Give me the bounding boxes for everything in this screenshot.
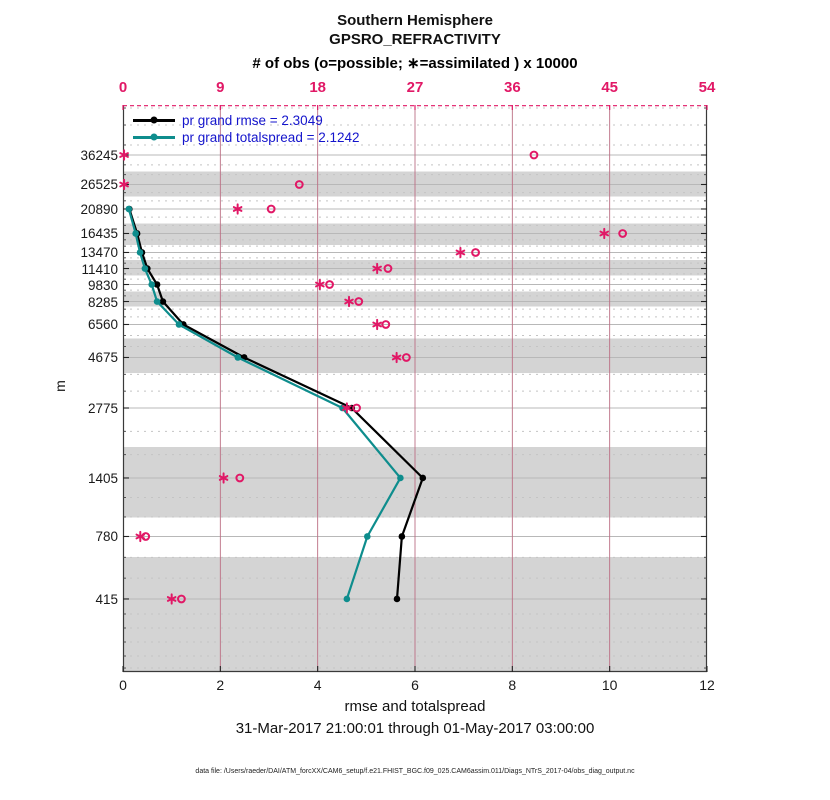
bottom-axis-tick-label: 2: [216, 677, 225, 693]
legend-item-totalspread: [133, 129, 360, 146]
plot-area: [123, 105, 707, 672]
series-point-totalspread: [148, 281, 155, 288]
date-range-subtitle: 31-Mar-2017 21:00:01 through 01-May-2017 03:00:00: [235, 720, 595, 737]
y-axis-tick-label: 36245: [80, 148, 118, 163]
bottom-axis-tick-label: 12: [699, 677, 715, 693]
top-axis-tick-label: 54: [698, 79, 716, 96]
y-axis-tick-label: 26525: [80, 177, 118, 193]
series-point-totalspread: [142, 265, 149, 272]
y-axis-tick-label: 6560: [87, 317, 118, 333]
y-axis-tick-label: 1405: [87, 470, 118, 486]
y-axis-tick-label: 4675: [87, 350, 118, 366]
legend-label-totalspread: pr grand totalspread = 2.1242: [182, 130, 360, 145]
bottom-axis-tick-label: 6: [411, 677, 419, 693]
legend-line-sample-rmse: [133, 119, 175, 121]
top-axis-tick-label: 0: [118, 79, 128, 96]
series-point-totalspread: [126, 206, 133, 213]
series-point-totalspread: [132, 230, 139, 237]
y-axis-tick-label: 9830: [87, 277, 118, 293]
plot-title-obstype: GPSRO_REFRACTIVITY: [329, 31, 501, 48]
y-axis-tick-label: 20890: [80, 201, 118, 217]
series-point-totalspread: [235, 354, 242, 361]
y-axis-label: m: [51, 380, 68, 392]
data-file-path: data file: /Users/raeder/DAI/ATM_forcXX/CAM6_setup/f.e21.FHIST_BGC.f09_025.CAM6assim.011/Diags_NTrS_2017-04/obs_diag_output.nc: [195, 768, 635, 775]
bottom-axis-tick-label: 0: [119, 677, 127, 693]
top-axis-tick-label: 9: [216, 79, 225, 96]
y-axis-tick-label: 780: [95, 529, 118, 545]
chart-canvas: [123, 105, 707, 672]
series-point-rmse: [399, 533, 406, 540]
legend-item-rmse: [133, 112, 360, 129]
series-point-totalspread: [364, 533, 371, 540]
top-axis-label: # of obs (o=possible; ∗=assimilated ) x 10000: [252, 55, 578, 72]
y-axis-tick-label: 2775: [87, 401, 118, 416]
legend-label-rmse: pr grand rmse = 2.3049: [182, 113, 323, 128]
series-point-rmse: [394, 596, 401, 603]
legend-dot-icon: [151, 134, 158, 141]
plot-title-region: Southern Hemisphere: [337, 12, 493, 29]
legend-line-sample-totalspread: [133, 136, 175, 138]
legend: [133, 112, 360, 146]
bottom-axis-tick-label: 4: [313, 677, 322, 693]
y-axis-tick-label: 11410: [81, 261, 118, 277]
series-point-totalspread: [344, 596, 351, 603]
bottom-axis-tick-label: 10: [601, 677, 618, 693]
series-point-totalspread: [397, 475, 404, 482]
y-axis-tick-label: 8285: [87, 294, 118, 310]
bottom-axis-label: rmse and totalspread: [344, 698, 486, 715]
bottom-axis-tick-label: 8: [508, 677, 517, 693]
series-point-totalspread: [154, 298, 161, 305]
series-point-totalspread: [176, 321, 183, 328]
top-axis-tick-label: 45: [601, 79, 618, 96]
y-axis-tick-label: 13470: [80, 245, 118, 261]
y-axis-tick-label: 16435: [80, 226, 118, 242]
legend-dot-icon: [151, 117, 158, 124]
series-point-rmse: [419, 475, 426, 482]
series-point-totalspread: [137, 249, 144, 256]
top-axis-tick-label: 36: [503, 79, 521, 96]
y-axis-tick-label: 415: [95, 591, 118, 607]
top-axis-tick-label: 27: [406, 79, 424, 96]
top-axis-tick-label: 18: [309, 79, 326, 96]
